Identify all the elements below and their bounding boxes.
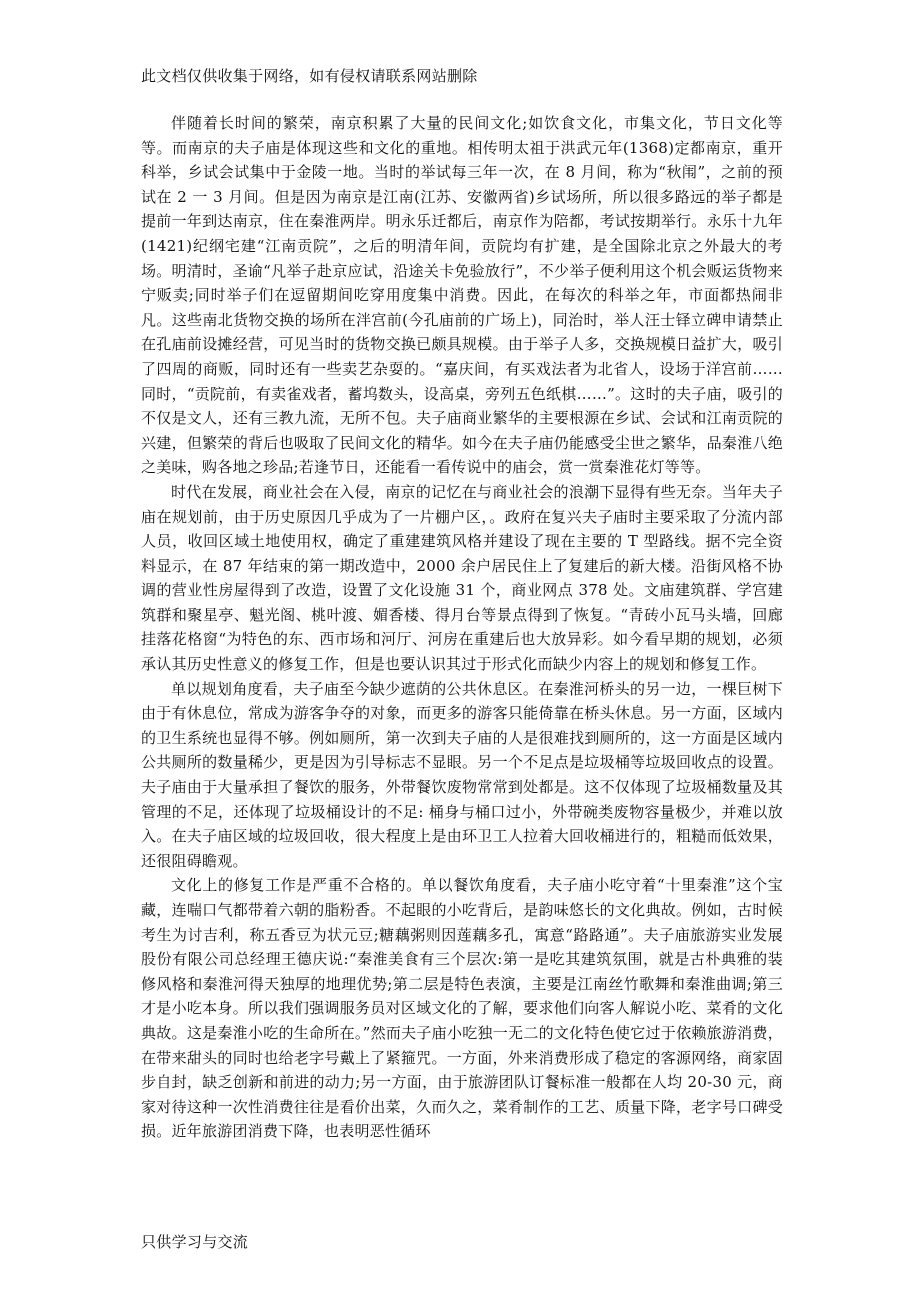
paragraph-2: 时代在发展，商业社会在入侵，南京的记忆在与商业社会的浪潮下显得有些无奈。当年夫子庙在规划前，由于历史原因几乎成为了一片棚户区，。政府在复兴夫子庙时主要采取了分流内部人员，收回区域土地使用权，确定了重建建筑风格并建设了现在主要的 T 型路线。据不完全资料显示，在 87 年结束的第一期改造中，2000 余户居民住上了复建后的新大楼。沿街风格不协调的营业性房屋得到了改造，设置了文化设施 31 个，商业网点 378 处。文庙建筑群、学宫建筑群和聚星亭、魁光阁、桃叶渡、媚香楼、得月台等景点得到了恢复。“青砖小瓦马头墙，回廊挂落花格窗“为特色的东、西市场和河厅、河房在重建后也大放异彩。如今看早期的规划，必须承认其历史性意义的修复工作，但是也要认识其过于形式化而缺少内容上的规划和修复工作。 [141,482,783,674]
document-body [141,111,783,1144]
paragraph-4: 文化上的修复工作是严重不合格的。单以餐饮角度看，夫子庙小吃守着“十里秦淮”这个宝藏，连喘口气都带着六朝的脂粉香。不起眼的小吃背后，是韵味悠长的文化典故。例如，古时候考生为讨吉利，称五香豆为状元豆;糖藕粥则因莲藕多孔，寓意“路路通”。夫子庙旅游实业发展股份有限公司总经理王德庆说:“秦淮美食有三个层次:第一是吃其建筑氛围，就是古朴典雅的装修风格和秦淮河得天独厚的地理优势;第二层是特色表演，主要是江南丝竹歌舞和秦淮曲调;第三才是小吃本身。所以我们强调服务员对区域文化的了解，要求他们向客人解说小吃、菜肴的文化典故。这是秦淮小吃的生命所在。”然而夫子庙小吃独一无二的文化特色使它过于依赖旅游消费，在带来甜头的同时也给老字号戴上了紧箍咒。一方面，外来消费形成了稳定的客源网络，商家固步自封，缺乏创新和前进的动力;另一方面，由于旅游团队订餐标准一般都在人均 20-30 元，商家对待这种一次性消费往往是看价出菜，久而久之，菜肴制作的工艺、质量下降，老字号口碑受损。近年旅游团消费下降，也表明恶性循环 [141,876,783,1141]
footer-note: 只供学习与交流 [141,1233,249,1251]
header-disclaimer: 此文档仅供收集于网络，如有侵权请联系网站删除 [141,67,478,85]
paragraph-3: 单以规划角度看，夫子庙至今缺少遮荫的公共休息区。在秦淮河桥头的另一边，一棵巨树下由于有休息位，常成为游客争夺的对象，而更多的游客只能倚靠在桥头休息。另一方面，区域内的卫生系统也显得不够。例如厕所，第一次到夫子庙的人是很难找到厕所的，这一方面是区域内公共厕所的数量稀少，更是因为引导标志不显眼。另一个不足点是垃圾桶等垃圾回收点的设置。夫子庙由于大量承担了餐饮的服务，外带餐饮废物常常到处都是。这不仅体现了垃圾桶数量及其管理的不足，还体现了垃圾桶设计的不足: 桶身与桶口过小，外带碗类废物容量极少，并难以放入。在夫子庙区域的垃圾回收，很大程度上是由环卫工人拉着大回收桶进行的，粗糙而低效果，还很阻碍瞻观。 [141,679,783,870]
paragraph-1: 伴随着长时间的繁荣，南京积累了大量的民间文化;如饮食文化，市集文化，节日文化等等。而南京的夫子庙是体现这些和文化的重地。相传明太祖于洪武元年(1368)定都南京，重开科举，乡试会试集中于金陵一地。当时的举试每三年一次，在 8 月间，称为“秋闱”，之前的预试在 2 一 3 月间。但是因为南京是江南(江苏、安徽两省)乡试场所，所以很多路远的举子都是提前一年到达南京，住在秦淮两岸。明永乐迁都后，南京作为陪都，考试按期举行。永乐十九年(1421)纪纲宅建“江南贡院”，之后的明清年间，贡院均有扩建，是全国除北京之外最大的考场。明清时，圣谕“凡举子赴京应试，沿途关卡免验放行”，不少举子便利用这个机会贩运货物来宁贩卖;同时举子们在逗留期间吃穿用度集中消费。因此，在每次的科举之年，市面都热闹非凡。这些南北货物交换的场所在泮宫前(今孔庙前的广场上)，同治时，举人汪士铎立碑申请禁止在孔庙前设摊经营，可见当时的货物交换已颇具规模。由于举子人多，交换规模日益扩大，吸引了四周的商贩，同时还有一些卖艺杂耍的。“嘉庆间，有买戏法者为北省人，设场于洋宫前……同时，“贡院前，有卖雀戏者，蓄坞数头，设高桌，旁列五色纸棋……”。这时的夫子庙，吸引的不仅是文人，还有三教九流，无所不包。夫子庙商业繁华的主要根源在乡试、会试和江南贡院的兴建，但繁荣的背后也吸取了民间文化的精华。如今在夫子庙仍能感受尘世之繁华，品秦淮八绝之美味，购各地之珍品;若逢节日，还能看一看传说中的庙会，赏一赏秦淮花灯等等。 [141,114,783,477]
